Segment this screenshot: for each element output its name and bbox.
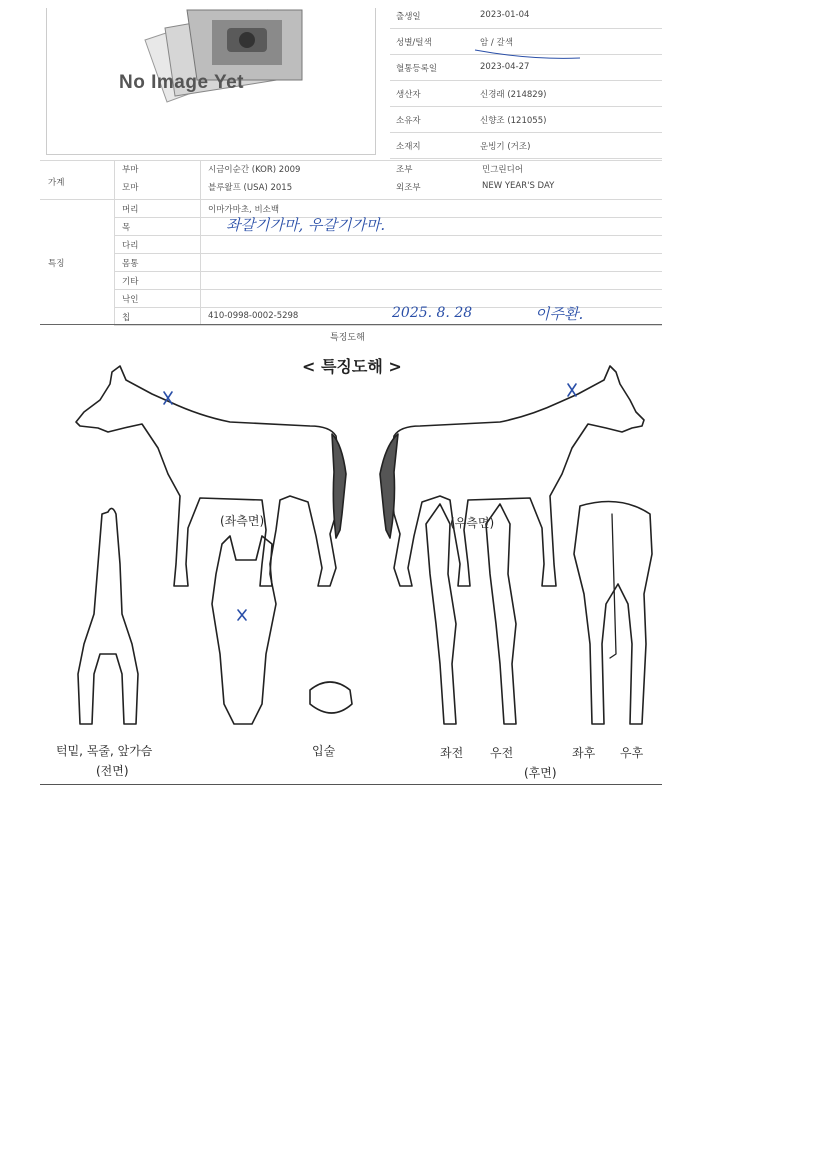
muzzle-caption: 입술	[312, 744, 336, 758]
handwritten-underline	[470, 38, 585, 64]
horse-outlines	[40, 324, 662, 786]
pedigree-label-2: 외조부	[396, 183, 421, 193]
feature-label: 몸통	[122, 259, 139, 269]
no-image-text: No Image Yet	[119, 72, 244, 93]
pedigree-feature-table	[40, 160, 662, 325]
info-value: 운빙기 (거조)	[480, 142, 531, 152]
pedigree-value: 시금이순간 (KOR) 2009	[208, 165, 301, 175]
info-value: 암 / 갈색	[480, 38, 513, 48]
front-right-leg-label: 우전	[490, 746, 514, 760]
feature-label: 낙인	[122, 295, 139, 305]
handwritten-signer: 이주환.	[535, 305, 584, 323]
info-row	[390, 106, 662, 133]
info-row	[390, 2, 662, 29]
basic-info-table	[390, 2, 662, 160]
feature-label: 다리	[122, 241, 139, 251]
horse-photo-placeholder	[46, 8, 376, 155]
feature-value: 410-0998-0002-5298	[208, 311, 299, 321]
feature-label: 칩	[122, 313, 131, 323]
pedigree-label-2: 조부	[396, 165, 413, 175]
info-value: 신향조 (121055)	[480, 116, 547, 126]
pedigree-label: 부마	[122, 165, 139, 175]
pedigree-section-label: 가계	[48, 178, 65, 188]
info-label: 생산자	[396, 90, 421, 100]
info-label: 소유자	[396, 116, 421, 126]
info-label: 출생일	[396, 12, 421, 22]
info-row	[390, 80, 662, 107]
info-label: 혈통등록일	[396, 64, 438, 74]
diagram-caption-above: 특징도해	[330, 333, 365, 343]
left-side-label: (좌측면)	[220, 514, 265, 528]
info-value: 2023-01-04	[480, 10, 530, 20]
info-value: 신경래 (214829)	[480, 90, 547, 100]
feature-label: 머리	[122, 205, 139, 215]
feature-value: 이마가마초, 비소백	[208, 205, 280, 215]
diagram-title: < 특징도해 >	[302, 357, 402, 376]
hind-right-leg-label: 우후	[620, 746, 644, 760]
info-label: 성별/털색	[396, 38, 432, 48]
rear-caption: (후면)	[524, 766, 557, 780]
feature-diagram	[40, 324, 662, 786]
front-caption-1: 턱밑, 목줄, 앞가슴	[56, 744, 153, 758]
pedigree-value-2: NEW YEAR'S DAY	[482, 181, 555, 191]
right-side-label: (우측면)	[450, 516, 495, 530]
pedigree-value-2: 민그린디어	[482, 165, 524, 175]
handwritten-neck-note: 좌갈기가마, 우갈기가마.	[226, 216, 386, 234]
features-section-label: 특징	[48, 259, 65, 269]
feature-label: 기타	[122, 277, 139, 287]
pedigree-label: 모마	[122, 183, 139, 193]
pedigree-value: 블루왈프 (USA) 2015	[208, 183, 293, 193]
front-left-leg-label: 좌전	[440, 746, 464, 760]
handwritten-date: 2025. 8. 28	[392, 305, 473, 321]
info-row	[390, 132, 662, 159]
info-label: 소재지	[396, 142, 421, 152]
info-value: 2023-04-27	[480, 62, 530, 72]
feature-label: 목	[122, 223, 131, 233]
hind-left-leg-label: 좌후	[572, 746, 596, 760]
front-caption-2: (전면)	[96, 764, 129, 778]
